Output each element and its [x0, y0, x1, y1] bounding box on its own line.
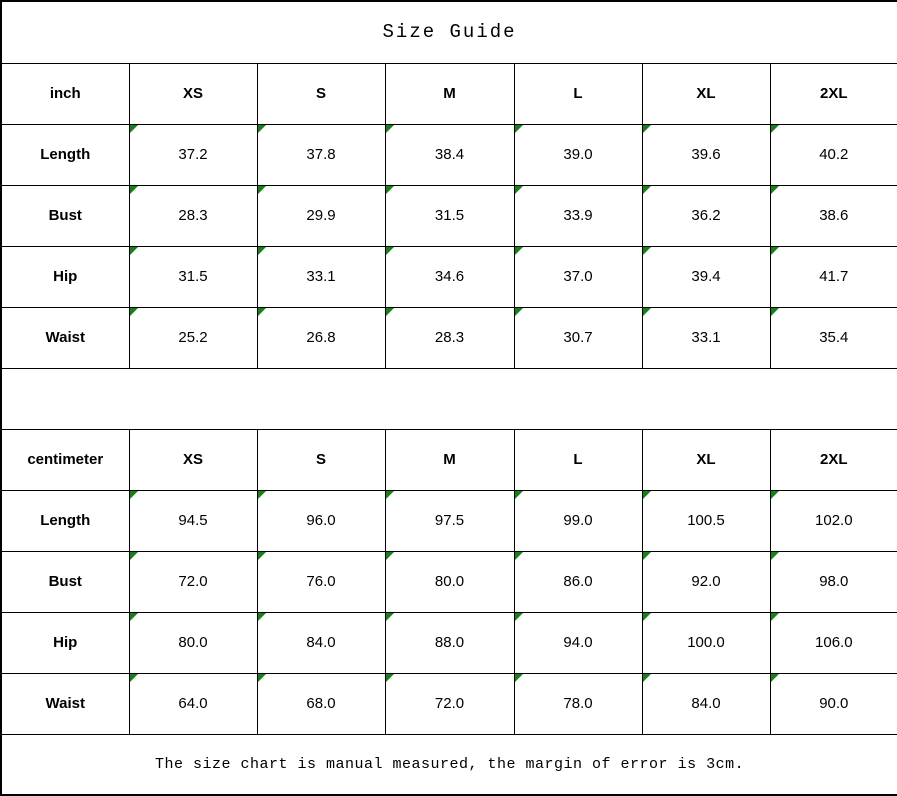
size-value-cell — [129, 185, 257, 246]
cell-corner-flag-icon — [258, 674, 266, 682]
size-value-cell — [129, 673, 257, 734]
size-value: 39.0 — [563, 146, 593, 163]
size-value-cell — [770, 185, 897, 246]
cell-corner-flag-icon — [386, 613, 394, 621]
size-value-cell — [257, 490, 385, 551]
cell-corner-flag-icon — [386, 308, 394, 316]
size-value-cell — [129, 551, 257, 612]
size-header-xs: XS — [129, 63, 257, 124]
table-row-cm-bust — [1, 551, 897, 612]
cell-corner-flag-icon — [515, 491, 523, 499]
cell-corner-flag-icon — [515, 125, 523, 133]
measurement-label: Length — [1, 124, 129, 185]
size-value: 68.0 — [306, 695, 336, 712]
size-value: 96.0 — [306, 512, 336, 529]
size-header-xl: XL — [642, 429, 770, 490]
size-value: 100.0 — [687, 634, 725, 651]
size-value-cell — [770, 612, 897, 673]
size-value-cell — [385, 246, 514, 307]
size-value: 39.4 — [691, 268, 721, 285]
inch-header-row — [1, 63, 897, 124]
spacer-cell — [1, 368, 897, 429]
size-value: 86.0 — [563, 573, 593, 590]
measurement-label: Bust — [1, 185, 129, 246]
cell-corner-flag-icon — [130, 613, 138, 621]
cell-corner-flag-icon — [643, 552, 651, 560]
size-value: 97.5 — [434, 512, 465, 529]
size-value: 33.1 — [306, 268, 336, 285]
size-value-cell — [129, 246, 257, 307]
cell-corner-flag-icon — [258, 552, 266, 560]
page-title: Size Guide — [1, 1, 897, 63]
cell-corner-flag-icon — [643, 125, 651, 133]
size-value-cell — [514, 246, 642, 307]
cell-corner-flag-icon — [643, 247, 651, 255]
cell-corner-flag-icon — [643, 308, 651, 316]
size-value-cell — [129, 124, 257, 185]
cell-corner-flag-icon — [515, 308, 523, 316]
table-row-inch-hip — [1, 246, 897, 307]
size-value-cell — [514, 551, 642, 612]
cell-corner-flag-icon — [258, 125, 266, 133]
footer-row — [1, 734, 897, 795]
measurement-label: Hip — [1, 246, 129, 307]
cell-corner-flag-icon — [643, 186, 651, 194]
size-value-cell — [642, 246, 770, 307]
size-value-cell — [129, 612, 257, 673]
size-value: 38.6 — [819, 207, 849, 224]
cell-corner-flag-icon — [771, 247, 779, 255]
size-value: 92.0 — [691, 573, 721, 590]
size-value: 33.1 — [691, 329, 721, 346]
size-value-cell — [385, 551, 514, 612]
cell-corner-flag-icon — [643, 674, 651, 682]
size-value: 33.9 — [563, 207, 593, 224]
size-value: 40.2 — [819, 146, 849, 163]
size-value: 26.8 — [306, 329, 336, 346]
size-value: 31.5 — [178, 268, 208, 285]
size-value: 90.0 — [819, 695, 849, 712]
size-value: 25.2 — [178, 329, 208, 346]
size-value-cell — [642, 612, 770, 673]
size-value: 98.0 — [819, 573, 849, 590]
size-value-cell — [514, 490, 642, 551]
size-value: 102.0 — [815, 512, 853, 529]
cell-corner-flag-icon — [515, 247, 523, 255]
table-row-inch-length — [1, 124, 897, 185]
size-value: 34.6 — [434, 268, 465, 285]
centimeter-header-row — [1, 429, 897, 490]
size-value: 84.0 — [691, 695, 721, 712]
size-value-cell — [514, 124, 642, 185]
unit-header-centimeter: centimeter — [1, 429, 129, 490]
cell-corner-flag-icon — [258, 247, 266, 255]
size-value: 100.5 — [687, 512, 725, 529]
size-value: 88.0 — [434, 634, 465, 651]
cell-corner-flag-icon — [386, 674, 394, 682]
size-value: 35.4 — [819, 329, 849, 346]
size-value-cell — [642, 307, 770, 368]
size-value-cell — [514, 612, 642, 673]
size-value-cell — [129, 490, 257, 551]
size-value: 30.7 — [563, 329, 593, 346]
size-value-cell — [257, 124, 385, 185]
size-value: 38.4 — [434, 146, 465, 163]
cell-corner-flag-icon — [771, 552, 779, 560]
size-value-cell — [642, 551, 770, 612]
size-value: 31.5 — [434, 207, 465, 224]
size-value: 72.0 — [178, 573, 208, 590]
size-value-cell — [770, 246, 897, 307]
cell-corner-flag-icon — [771, 674, 779, 682]
size-header-2xl: 2XL — [770, 429, 897, 490]
cell-corner-flag-icon — [771, 308, 779, 316]
size-value: 78.0 — [563, 695, 593, 712]
size-value: 37.0 — [563, 268, 593, 285]
size-value: 76.0 — [306, 573, 336, 590]
size-value: 94.0 — [563, 634, 593, 651]
size-value: 39.6 — [691, 146, 721, 163]
size-value: 99.0 — [563, 512, 593, 529]
cell-corner-flag-icon — [386, 186, 394, 194]
size-value-cell — [385, 673, 514, 734]
cell-corner-flag-icon — [771, 613, 779, 621]
size-value: 80.0 — [434, 573, 465, 590]
size-value-cell — [642, 490, 770, 551]
size-value-cell — [642, 185, 770, 246]
table-row-inch-waist — [1, 307, 897, 368]
cell-corner-flag-icon — [643, 613, 651, 621]
size-value-cell — [514, 673, 642, 734]
size-value-cell — [770, 490, 897, 551]
size-value: 36.2 — [691, 207, 721, 224]
cell-corner-flag-icon — [386, 247, 394, 255]
cell-corner-flag-icon — [130, 674, 138, 682]
cell-corner-flag-icon — [515, 186, 523, 194]
size-value: 94.5 — [178, 512, 208, 529]
size-value-cell — [770, 551, 897, 612]
table-row-cm-length — [1, 490, 897, 551]
cell-corner-flag-icon — [130, 247, 138, 255]
unit-header-inch: inch — [1, 63, 129, 124]
size-value-cell — [257, 612, 385, 673]
size-value-cell — [514, 185, 642, 246]
size-header-l: L — [514, 429, 642, 490]
size-value-cell — [770, 307, 897, 368]
size-value-cell — [514, 307, 642, 368]
cell-corner-flag-icon — [515, 552, 523, 560]
measurement-label: Bust — [1, 551, 129, 612]
cell-corner-flag-icon — [643, 491, 651, 499]
size-value: 41.7 — [819, 268, 849, 285]
size-value-cell — [257, 551, 385, 612]
size-header-m: M — [385, 429, 514, 490]
size-value-cell — [642, 673, 770, 734]
table-row-cm-waist — [1, 673, 897, 734]
measurement-label: Hip — [1, 612, 129, 673]
size-value: 28.3 — [178, 207, 208, 224]
size-value: 84.0 — [306, 634, 336, 651]
size-value: 28.3 — [434, 329, 465, 346]
size-value-cell — [642, 124, 770, 185]
size-header-2xl: 2XL — [770, 63, 897, 124]
size-value-cell — [257, 246, 385, 307]
size-header-l: L — [514, 63, 642, 124]
size-value-cell — [385, 124, 514, 185]
size-value: 37.2 — [178, 146, 208, 163]
size-value: 29.9 — [306, 207, 336, 224]
spacer-row — [1, 368, 897, 429]
cell-corner-flag-icon — [386, 491, 394, 499]
cell-corner-flag-icon — [130, 552, 138, 560]
cell-corner-flag-icon — [771, 186, 779, 194]
cell-corner-flag-icon — [515, 674, 523, 682]
size-value-cell — [385, 185, 514, 246]
size-value: 80.0 — [178, 634, 208, 651]
size-value-cell — [257, 185, 385, 246]
measurement-label: Length — [1, 490, 129, 551]
cell-corner-flag-icon — [258, 613, 266, 621]
cell-corner-flag-icon — [771, 125, 779, 133]
cell-corner-flag-icon — [130, 186, 138, 194]
size-value: 64.0 — [178, 695, 208, 712]
size-value-cell — [257, 673, 385, 734]
size-value-cell — [770, 673, 897, 734]
size-value: 72.0 — [434, 695, 465, 712]
cell-corner-flag-icon — [130, 125, 138, 133]
size-value: 37.8 — [306, 146, 336, 163]
size-value-cell — [257, 307, 385, 368]
cell-corner-flag-icon — [258, 186, 266, 194]
size-value-cell — [770, 124, 897, 185]
table-row-inch-bust — [1, 185, 897, 246]
cell-corner-flag-icon — [515, 613, 523, 621]
size-header-xs: XS — [129, 429, 257, 490]
size-value-cell — [385, 307, 514, 368]
measurement-label: Waist — [1, 673, 129, 734]
size-header-s: S — [257, 429, 385, 490]
cell-corner-flag-icon — [386, 125, 394, 133]
cell-corner-flag-icon — [258, 491, 266, 499]
size-header-m: M — [385, 63, 514, 124]
cell-corner-flag-icon — [386, 552, 394, 560]
cell-corner-flag-icon — [130, 491, 138, 499]
footer-note: The size chart is manual measured, the margin of error is 3cm. — [1, 734, 897, 795]
table-row-cm-hip — [1, 612, 897, 673]
cell-corner-flag-icon — [258, 308, 266, 316]
title-row — [1, 1, 897, 63]
size-value-cell — [129, 307, 257, 368]
size-value: 106.0 — [815, 634, 853, 651]
size-header-s: S — [257, 63, 385, 124]
size-value-cell — [385, 612, 514, 673]
size-header-xl: XL — [642, 63, 770, 124]
size-value-cell — [385, 490, 514, 551]
cell-corner-flag-icon — [130, 308, 138, 316]
measurement-label: Waist — [1, 307, 129, 368]
cell-corner-flag-icon — [771, 491, 779, 499]
